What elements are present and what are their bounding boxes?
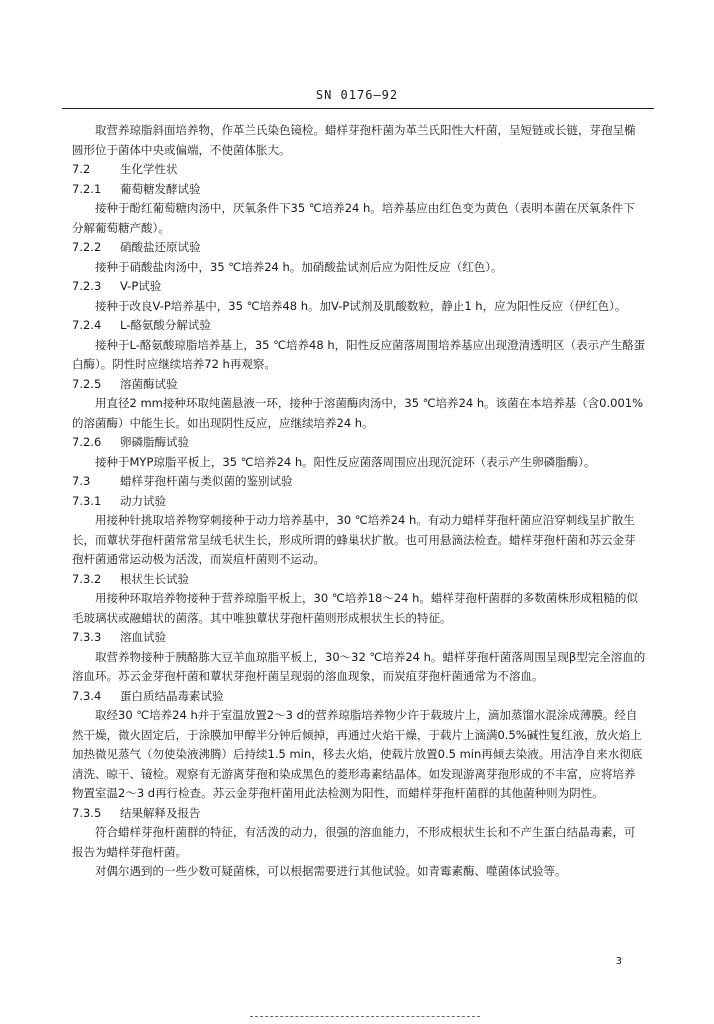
section-heading bbox=[72, 160, 646, 180]
standard-number-header: SN 0176—92 bbox=[315, 88, 399, 102]
section-number: 7.2.4 bbox=[72, 318, 102, 332]
section-heading bbox=[72, 238, 646, 258]
body-paragraph: 符合蜡样芽孢杆菌群的特征，有活泼的动力，很强的溶血能力，不形成根状生长和不产生蛋白结晶毒素，可报告为蜡样芽孢杆菌。 bbox=[72, 825, 636, 859]
section-heading bbox=[72, 492, 646, 512]
header-rule bbox=[62, 108, 654, 109]
body-paragraph: 用接种针挑取培养物穿刺接种于动力培养基中，30 ℃培养24 h。有动力蜡样芽孢杆菌应沿穿刺线呈扩散生长，而蕈状芽孢杆菌常常呈绒毛状生长，形成所谓的蜂巢状扩散。也可用悬滴法检查。蜡样芽孢杆菌和苏云金芽孢杆菌通常运动极为活泼，而炭疽杆菌则不运动。 bbox=[72, 513, 636, 566]
section-number: 7.3.4 bbox=[72, 688, 102, 703]
body-paragraph: 接种于硝酸盐肉汤中，35 ℃培养24 h。加硝酸盐试剂后应为阳性反应（红色）。 bbox=[95, 259, 503, 274]
section-title: L-酪氨酸分解试验 bbox=[120, 318, 211, 332]
section-heading bbox=[72, 316, 646, 336]
section-number: 7.2.6 bbox=[72, 435, 102, 449]
section-number: 7.3.2 bbox=[72, 571, 102, 586]
section-title: 蜡样芽孢杆菌与类似菌的鉴别试验 bbox=[120, 474, 293, 488]
section-title: 葡萄糖发酵试验 bbox=[120, 181, 201, 196]
section-title: 根状生长试验 bbox=[120, 571, 189, 586]
body-paragraph: 对偶尔遇到的一些少数可疑菌株，可以根据需要进行其他试验。如青霉素酶、噬菌体试验等。 bbox=[95, 864, 567, 878]
section-title: 生化学性状 bbox=[120, 162, 178, 176]
body-paragraph: 用接种环取培养物接种于营养琼脂平板上，30 ℃培养18～24 h。蜡样芽孢杆菌群的多数菌株形成粗糙的似毛玻璃状或融蜡状的菌落。其中唯独蕈状芽孢杆菌则形成根状生长的特征。 bbox=[72, 591, 638, 625]
section-heading bbox=[72, 375, 646, 395]
body-paragraph: 接种于MYP琼脂平板上，35 ℃培养24 h。阳性反应菌落周围应出现沉淀环（表示产生卵磷脂酶）。 bbox=[95, 454, 596, 469]
section-title: 溶血试验 bbox=[120, 630, 166, 644]
body-paragraph: 用直径2 mm接种环取纯菌悬液一环，接种于溶菌酶肉汤中，35 ℃培养24 h。该菌在本培养基（含0.001%的溶菌酶）中能生长。如出现阴性反应，应继续培养24 h。 bbox=[72, 396, 644, 430]
body-paragraph: 取营养琼脂斜面培养物，作革兰氏染色镜检。蜡样芽孢杆菌为革兰氏阳性大杆菌，呈短链或长链，芽孢呈椭圆形位于菌体中央或偏端，不使菌体胀大。 bbox=[72, 123, 636, 157]
section-number: 7.2.5 bbox=[72, 376, 102, 391]
section-number: 7.3.3 bbox=[72, 630, 102, 644]
section-number: 7.2.1 bbox=[72, 181, 102, 196]
body-paragraph: 取经30 ℃培养24 h并于室温放置2～3 d的营养琼脂培养物少许于载玻片上，滴加蒸馏水混涂成薄膜。经自然干燥，微火固定后，于涂膜加甲醇半分钟后倾掉，再通过火焰干燥，于载片上滴满0.5%碱性复红液，放火焰上加热微见蒸气（勿使染液沸腾）后持续1.5 min，移去火焰，使载片放置0.5 min再倾去染液。用洁净自来水彻底清洗、晾干、镜检。观察有无游离芽孢和染成黑色的菱形毒素结晶体。如发现游离芽孢形成的不丰富，应将培养物置室温2～3 d再行检查。苏云金芽孢杆菌用此法检测为阳性，而蜡样芽孢杆菌群的其他菌种则为阴性。 bbox=[72, 708, 643, 800]
section-heading bbox=[72, 570, 646, 590]
section-title: 卵磷脂酶试验 bbox=[120, 435, 189, 449]
section-number: 7.2 bbox=[72, 162, 91, 176]
section-number: 7.3.1 bbox=[72, 493, 102, 508]
section-heading bbox=[72, 433, 646, 453]
body-paragraph: 接种于L-酪氨酸琼脂培养基上，35 ℃培养48 h，阳性反应菌落周围培养基应出现澄清透明区（表示产生酪蛋白酶）。阴性时应继续培养72 h再观察。 bbox=[72, 337, 646, 371]
scan-edge-mark bbox=[250, 1016, 480, 1017]
section-title: 蛋白质结晶毒素试验 bbox=[120, 688, 224, 703]
page-number: 3 bbox=[615, 956, 622, 967]
section-heading bbox=[72, 277, 646, 297]
body-paragraph: 接种于酚红葡萄糖肉汤中，厌氧条件下35 ℃培养24 h。培养基应由红色变为黄色（表明本菌在厌氧条件下分解葡萄糖产酸）。 bbox=[72, 201, 635, 235]
document-body bbox=[72, 121, 646, 882]
body-paragraph: 取营养物接种于胰酪胨大豆羊血琼脂平板上，30～32 ℃培养24 h。蜡样芽孢杆菌落周围呈现β型完全溶血的溶血环。苏云金芽孢杆菌和蕈状芽孢杆菌呈现弱的溶血现象，而炭疽芽孢杆菌通常为不溶血。 bbox=[72, 649, 646, 683]
section-number: 7.2.3 bbox=[72, 279, 102, 293]
section-title: 动力试验 bbox=[120, 493, 166, 508]
section-number: 7.2.2 bbox=[72, 240, 102, 254]
section-title: V-P试验 bbox=[120, 279, 162, 293]
section-heading bbox=[72, 472, 646, 492]
section-heading bbox=[72, 687, 646, 707]
section-heading bbox=[72, 804, 646, 824]
section-title: 溶菌酶试验 bbox=[120, 376, 178, 391]
section-heading bbox=[72, 628, 646, 648]
section-number: 7.3.5 bbox=[72, 805, 102, 820]
section-number: 7.3 bbox=[72, 474, 91, 488]
body-paragraph: 接种于改良V-P培养基中，35 ℃培养48 h。加V-P试剂及肌酸数粒，静止1 h，应为阳性反应（伊红色）。 bbox=[95, 298, 627, 313]
section-title: 硝酸盐还原试验 bbox=[120, 240, 201, 254]
section-heading bbox=[72, 180, 646, 200]
section-title: 结果解释及报告 bbox=[120, 805, 201, 820]
